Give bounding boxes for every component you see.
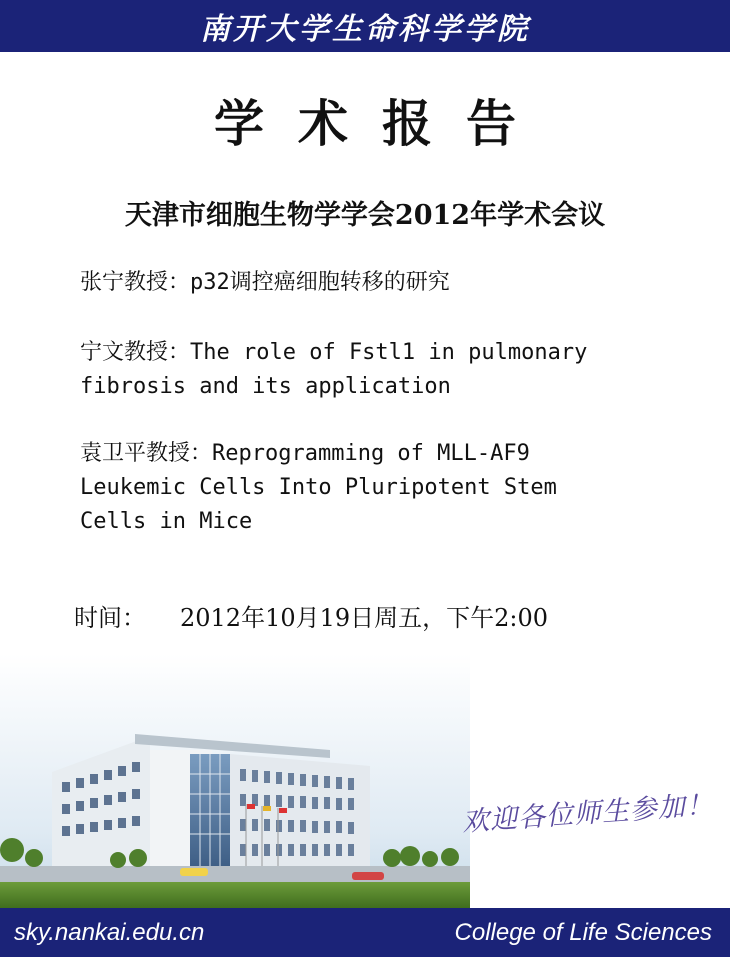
- header-title: 南开大学生命科学学院: [200, 12, 530, 47]
- time-value: 2012年10月19日周五，下午2:00: [180, 604, 549, 632]
- building-illustration: [0, 654, 470, 908]
- poster-title: 学术报告: [214, 94, 550, 153]
- header-banner: [0, 0, 730, 52]
- talk-item-1: 张宁教授：p32调控癌细胞转移的研究: [80, 270, 450, 295]
- time-row: [74, 598, 548, 633]
- talk-item-3: 袁卫平教授：Reprogramming of MLL-AF9 Leukemic Cells Into Pluripotent Stem Cells in Mice: [80, 441, 557, 534]
- footer-banner: [0, 908, 730, 957]
- conference-title: 天津市细胞生物学学会2012年学术会议: [124, 200, 606, 231]
- talk-item-2: 宁文教授：The role of Fstl1 in pulmonary fibrosis and its application: [80, 340, 588, 399]
- welcome-message: 欢迎各位师生参加！: [461, 789, 715, 838]
- time-label: 时间：: [74, 604, 146, 632]
- footer-college: College of Life Sciences: [454, 918, 712, 946]
- footer-website[interactable]: sky.nankai.edu.cn: [14, 918, 205, 946]
